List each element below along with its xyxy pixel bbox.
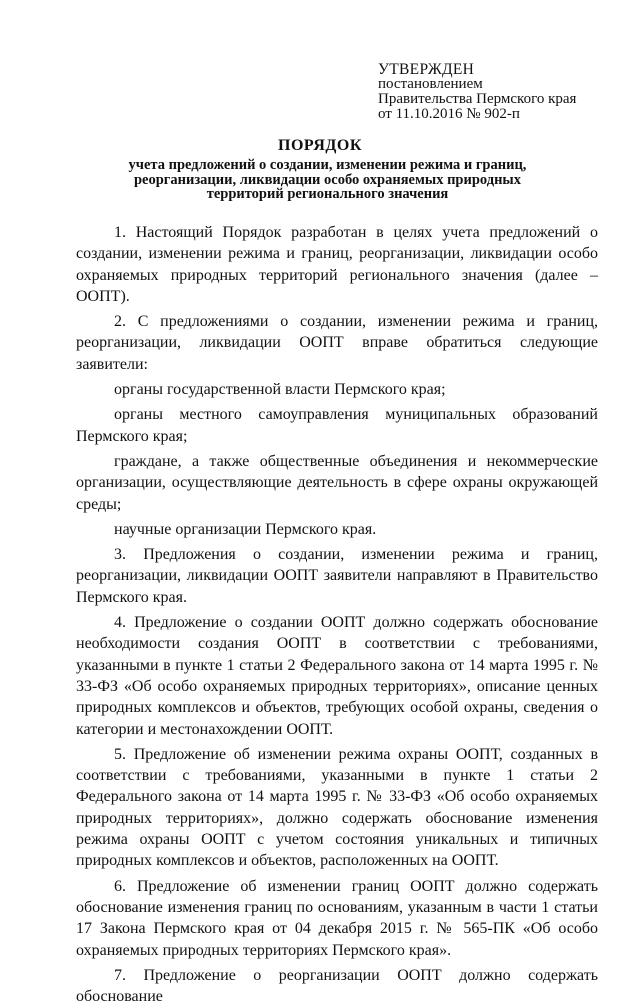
approval-line: Правительства Пермского края (378, 91, 577, 107)
paragraph: 3. Предложения о создании, изменении режима и границ, реорганизации, ликвидации ООПТ заявители направляют в Правительство Пермского края. (76, 546, 598, 606)
paragraph: органы государственной власти Пермского края; (114, 381, 446, 399)
paragraph: 4. Предложение о создании ООПТ должно содержать обоснование необходимости создания ООПТ в соответствии с требованиями, указанными в пункте 1 статьи 2 Федерального закона от 14 марта 1995 г. № 33-ФЗ «Об особо охраняемых природных территориях», описание ценных природных комплексов и объектов, требующих особой охраны, сведения о категории и местонахождении ООПТ. (76, 614, 598, 738)
paragraph: 6. Предложение об изменении границ ООПТ должно содержать обоснование изменения границ по основаниям, указанным в части 1 статьи 17 Закона Пермского края от 04 декабря 2015 г. № 565-ПК «Об особо охраняемых природных территориях Пермского края». (76, 877, 598, 959)
approval-line: от 11.10.2016 № 902-п (378, 106, 520, 122)
paragraph: граждане, а также общественные объединения и некоммерческие организации, осуществляющие деятельность в сфере охраны окружающей среды; (76, 452, 598, 513)
approval-heading: УТВЕРЖДЕН (378, 61, 475, 78)
document-title: ПОРЯДОК (278, 137, 362, 154)
paragraph: органы местного самоуправления муниципальных образований Пермского края; (76, 406, 598, 445)
paragraph: научные организации Пермского края. (114, 520, 377, 538)
paragraph: 2. С предложениями о создании, изменении режима и границ, реорганизации, ликвидации ООПТ вправе обратиться следующие заявители: (76, 313, 598, 373)
paragraph: 1. Настоящий Порядок разработан в целях учета предложений о создании, изменении режима и границ, реорганизации, ликвидации особо охраняемых природных территорий регионального значения (далее – ООПТ). (76, 224, 598, 305)
document-body (76, 222, 598, 1007)
paragraph: 7. Предложение о реорганизации ООПТ должно содержать обоснование (76, 966, 598, 1006)
paragraph: 5. Предложение об изменении режима охраны ООПТ, созданных в соответствии с требованиями, указанными в пункте 1 статьи 2 Федерального закона от 14 марта 1995 г. № 33-ФЗ «Об особо охраняемых природных территориях», должно содержать обоснование изменения режима охраны ООПТ с учетом состояния уникальных и типичных природных комплексов и объектов, расположенных на ООПТ. (76, 745, 598, 870)
document-subtitle: учета предложений о создании, изменении режима и границ, реорганизации, ликвидации особо охраняемых природных территорий регионального значения (128, 157, 527, 202)
approval-line: постановлением (378, 76, 483, 92)
approval-stamp (378, 62, 618, 122)
